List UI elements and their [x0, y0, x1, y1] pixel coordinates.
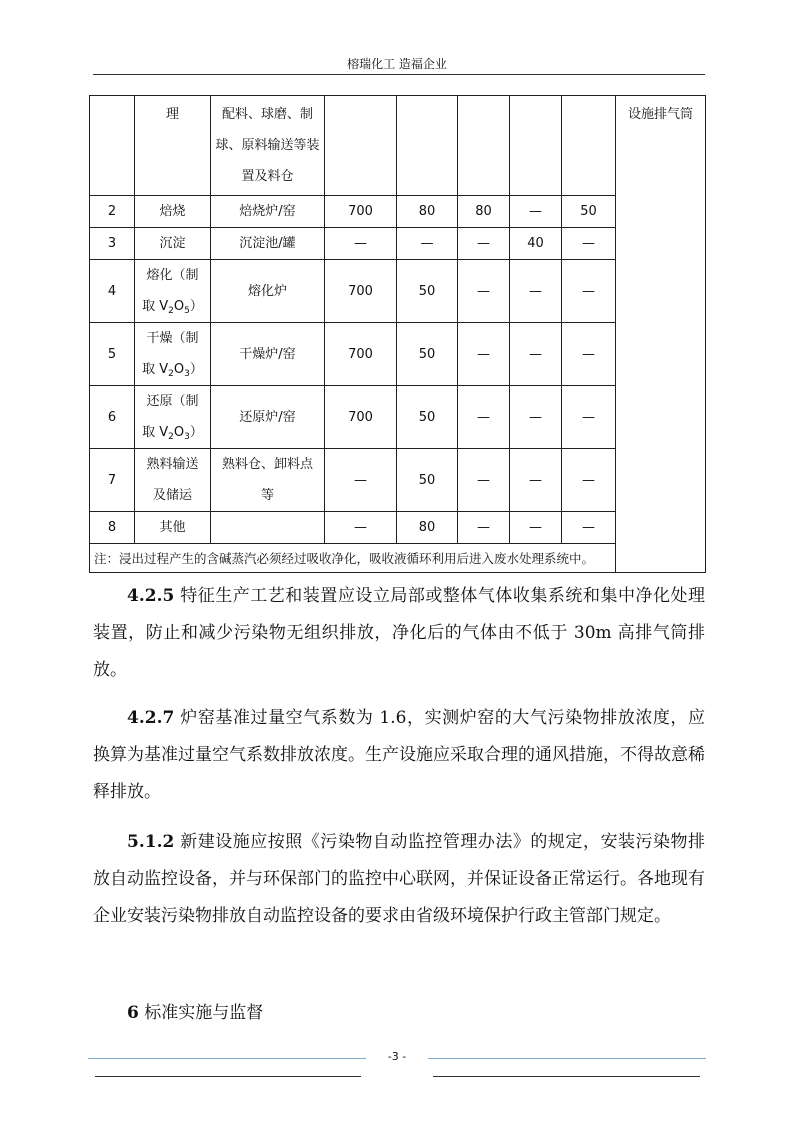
cell-value: —	[458, 449, 510, 512]
cell-value: 700	[325, 260, 397, 323]
cell-value: —	[510, 386, 562, 449]
cell-no: 5	[90, 323, 135, 386]
cell-value: 80	[458, 196, 510, 228]
cell-process-formula: 取 $V_2O_5$）	[142, 299, 203, 316]
cell-value: 700	[325, 196, 397, 228]
cell-value: 700	[325, 323, 397, 386]
table-row	[90, 196, 706, 228]
cell-value: —	[510, 323, 562, 386]
cell-process: 焙烧	[135, 196, 211, 228]
cell-no: 8	[90, 512, 135, 544]
cell-value: 700	[325, 386, 397, 449]
table-row	[90, 323, 706, 386]
cell-value: —	[325, 228, 397, 260]
cell-value	[458, 96, 510, 196]
cell-no: 7	[90, 449, 135, 512]
section-title: 标准实施与监督	[144, 1003, 264, 1023]
paragraph-4-2-5	[93, 578, 705, 689]
table-row	[90, 512, 706, 544]
cell-process-line: 还原（制	[146, 394, 199, 409]
cell-process	[135, 386, 211, 449]
cell-value: 80	[397, 512, 458, 544]
cell-equipment: 干燥炉/窑	[211, 323, 325, 386]
emission-limits-table	[89, 95, 706, 573]
header-divider	[93, 74, 705, 75]
cell-facility: 设施排气筒	[616, 96, 706, 573]
cell-value: —	[562, 228, 616, 260]
cell-process	[135, 449, 211, 512]
paragraph-5-1-2	[93, 824, 705, 935]
cell-value	[562, 96, 616, 196]
paragraph-text: 炉窑基准过量空气系数为 1.6，实测炉窑的大气污染物排放浓度，应换算为基准过量空气系数排放浓度。生产设施应采取合理的通风措施，不得故意稀释排放。	[93, 708, 705, 802]
table-row	[90, 228, 706, 260]
cell-equipment: 熔化炉	[211, 260, 325, 323]
table-row	[90, 260, 706, 323]
cell-equipment: 焙烧炉/窑	[211, 196, 325, 228]
cell-process: 理	[135, 96, 211, 196]
cell-process-line: 熟料输送	[146, 457, 199, 472]
cell-value: —	[562, 323, 616, 386]
cell-process-formula: 取 $V_2O_3$）	[142, 425, 203, 442]
clause-number: 4.2.5	[127, 586, 175, 606]
cell-value: 50	[397, 386, 458, 449]
table-row	[90, 449, 706, 512]
footer-rule	[95, 1076, 361, 1077]
cell-value: —	[510, 512, 562, 544]
cell-value: —	[510, 196, 562, 228]
footer-rule	[433, 1076, 700, 1077]
cell-equipment-line: 等	[260, 488, 274, 503]
clause-number: 4.2.7	[127, 708, 175, 728]
cell-process-line: 熔化（制	[146, 268, 199, 283]
paragraph-4-2-7	[93, 700, 705, 811]
cell-value	[325, 96, 397, 196]
section-heading	[127, 998, 263, 1023]
cell-process-line: 干燥（制	[146, 331, 199, 346]
section-number: 6	[127, 1003, 139, 1023]
cell-value: 80	[397, 196, 458, 228]
cell-process-line: 及储运	[152, 488, 192, 503]
cell-equipment	[211, 96, 325, 196]
cell-equipment	[211, 512, 325, 544]
cell-value: —	[325, 449, 397, 512]
cell-value: —	[458, 228, 510, 260]
table-row	[90, 386, 706, 449]
cell-value: —	[458, 386, 510, 449]
paragraph-text: 新建设施应按照《污染物自动监控管理办法》的规定，安装污染物排放自动监控设备，并与环保部门的监控中心联网，并保证设备正常运行。各地现有企业安装污染物排放自动监控设备的要求由省级环境保护行政主管部门规定。	[93, 832, 705, 926]
table-row	[90, 96, 706, 196]
cell-value: 50	[397, 323, 458, 386]
cell-process: 沉淀	[135, 228, 211, 260]
cell-no: 3	[90, 228, 135, 260]
cell-value: —	[562, 449, 616, 512]
cell-no: 2	[90, 196, 135, 228]
cell-value: —	[397, 228, 458, 260]
cell-process	[135, 260, 211, 323]
cell-value: —	[562, 512, 616, 544]
cell-equipment	[211, 449, 325, 512]
cell-value: 50	[397, 449, 458, 512]
cell-equipment-line: 熟料仓、卸料点	[221, 457, 313, 472]
cell-equipment: 沉淀池/罐	[211, 228, 325, 260]
cell-value: —	[458, 512, 510, 544]
cell-equipment: 还原炉/窑	[211, 386, 325, 449]
cell-process: 其他	[135, 512, 211, 544]
cell-value: —	[562, 260, 616, 323]
cell-process	[135, 323, 211, 386]
cell-value	[510, 96, 562, 196]
cell-value: —	[510, 449, 562, 512]
table-note: 注：浸出过程产生的含碱蒸汽必须经过吸收净化，吸收液循环利用后进入废水处理系统中。	[90, 544, 706, 573]
cell-no: 6	[90, 386, 135, 449]
clause-number: 5.1.2	[127, 832, 175, 852]
cell-value: 40	[510, 228, 562, 260]
cell-no	[90, 96, 135, 196]
cell-value: —	[562, 386, 616, 449]
cell-value: —	[458, 260, 510, 323]
table-note-row	[90, 544, 706, 573]
page-number: -3 -	[387, 1050, 407, 1063]
cell-value: 50	[397, 260, 458, 323]
cell-no: 4	[90, 260, 135, 323]
cell-value: —	[510, 260, 562, 323]
cell-value: —	[325, 512, 397, 544]
cell-equipment-text: 配料、球磨、制球、原料输送等装置及料仓	[215, 107, 320, 184]
cell-value: 50	[562, 196, 616, 228]
cell-value	[397, 96, 458, 196]
paragraph-text: 特征生产工艺和装置应设立局部或整体气体收集系统和集中净化处理装置，防止和减少污染物无组织排放，净化后的气体由不低于 30m 高排气筒排放。	[93, 586, 705, 680]
cell-process-formula: 取 $V_2O_3$）	[142, 362, 203, 379]
page-header: 榕瑞化工 造福企业	[347, 57, 447, 71]
cell-value: —	[458, 323, 510, 386]
